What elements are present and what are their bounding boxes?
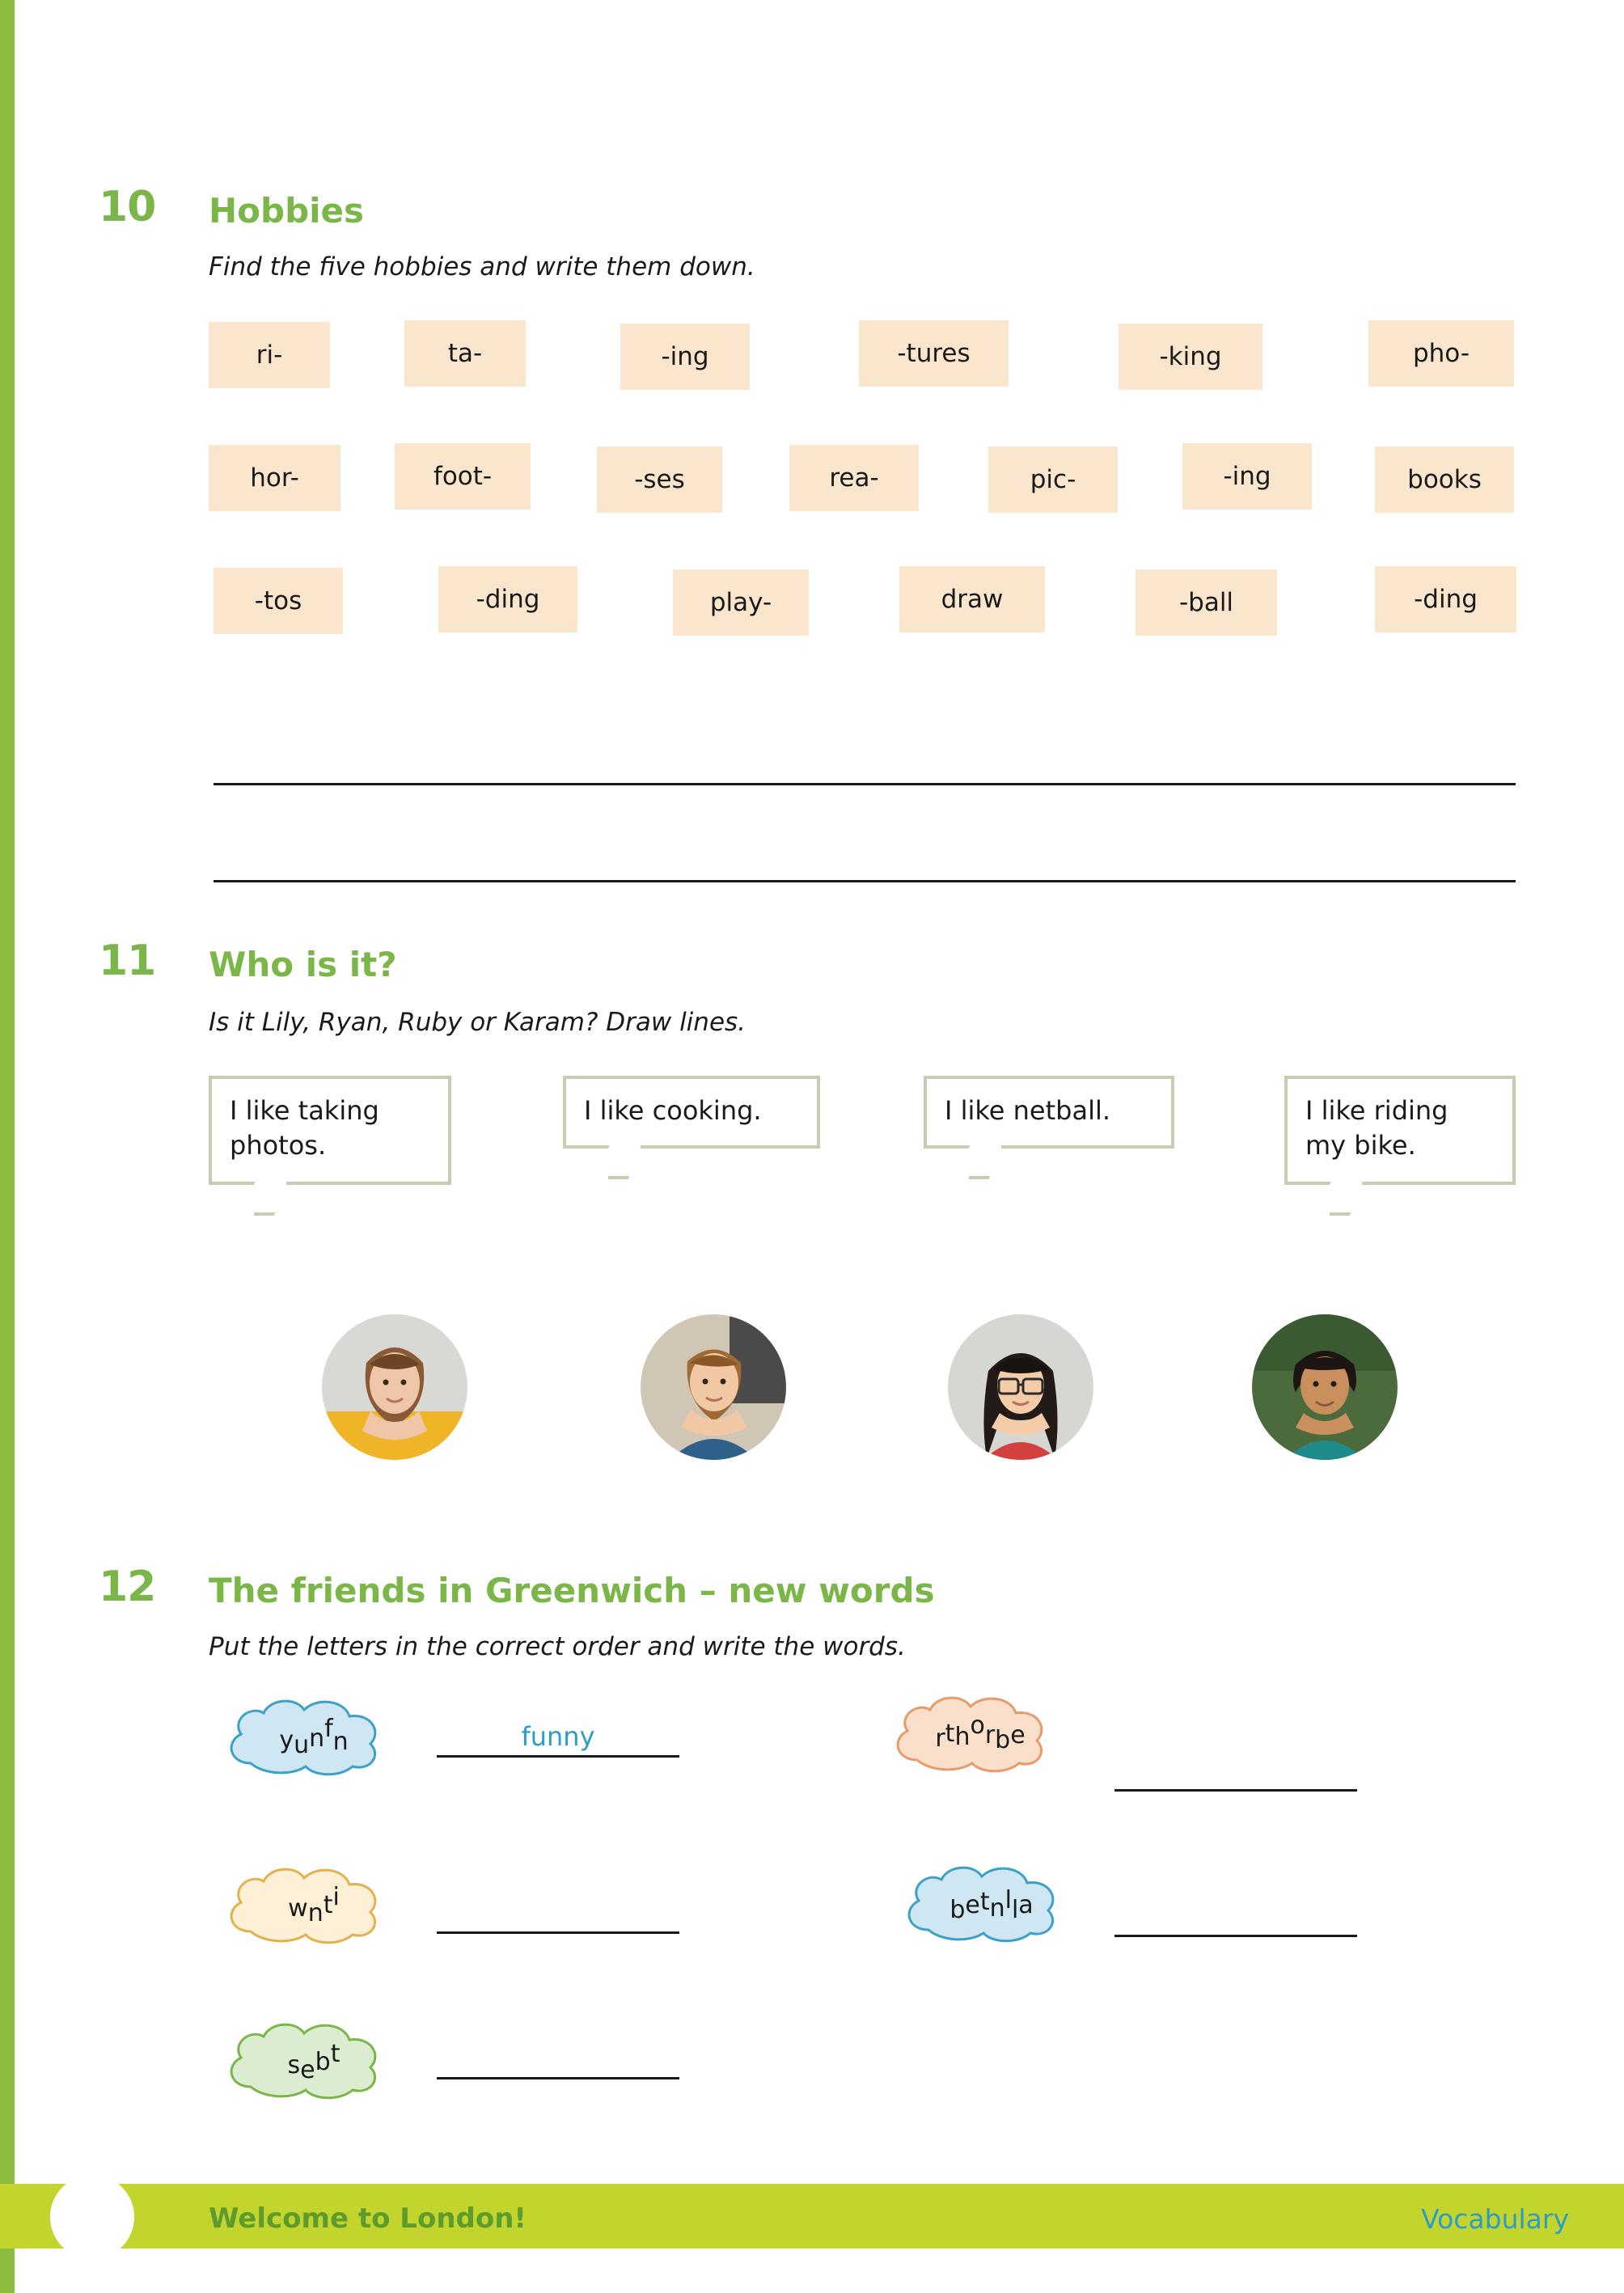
answer-writing-line[interactable] xyxy=(214,783,1516,785)
answer-line[interactable] xyxy=(1114,1789,1357,1792)
exercise-instruction-11: Is it Lily, Ryan, Ruby or Karam? Draw lines. xyxy=(209,1008,746,1037)
word-card[interactable]: pho- xyxy=(1368,320,1514,387)
speech-bubble-tail xyxy=(608,1145,641,1179)
answer-writing-line[interactable] xyxy=(214,880,1516,882)
scramble-cloud xyxy=(217,2016,411,2105)
exercise-title-12: The friends in Greenwich – new words xyxy=(209,1571,935,1610)
word-card[interactable]: ri- xyxy=(209,322,330,388)
page-edge-stripe xyxy=(0,0,15,2293)
speech-bubble-text: I like taking photos. xyxy=(230,1095,379,1161)
scramble-letters: s e b t xyxy=(287,2039,340,2084)
word-card[interactable]: -ing xyxy=(1182,443,1312,510)
avatar-photo-ruby xyxy=(948,1314,1093,1460)
word-card[interactable]: books xyxy=(1375,446,1514,513)
speech-bubble-text: I like riding my bike. xyxy=(1305,1095,1448,1161)
footer-circle-decoration xyxy=(50,2175,134,2259)
scramble-cloud xyxy=(894,1859,1089,1948)
scramble-cloud xyxy=(883,1689,1077,1778)
exercise-number-12: 12 xyxy=(99,1563,156,1611)
exercise-number-10: 10 xyxy=(99,183,156,231)
exercise-number-11: 11 xyxy=(99,937,156,985)
answer-line[interactable] xyxy=(437,1755,679,1758)
answer-value[interactable]: funny xyxy=(521,1721,595,1752)
footer-section-label: Vocabulary xyxy=(1421,2203,1569,2235)
scramble-letters: w n t i xyxy=(288,1882,340,1927)
word-card[interactable]: draw xyxy=(899,566,1045,632)
scramble-cloud xyxy=(217,1860,411,1949)
word-card[interactable]: -king xyxy=(1119,324,1262,390)
footer-unit-title: Welcome to London! xyxy=(209,2202,527,2235)
exercise-title-11: Who is it? xyxy=(209,945,397,984)
scramble-cloud xyxy=(217,1692,411,1781)
avatar[interactable] xyxy=(322,1314,467,1460)
speech-bubble-tail xyxy=(1330,1182,1362,1216)
avatar-photo-karam xyxy=(1252,1314,1398,1460)
word-card[interactable]: -ball xyxy=(1136,569,1277,636)
speech-bubble-text: I like cooking. xyxy=(584,1095,762,1126)
speech-bubble xyxy=(924,1076,1174,1149)
word-card[interactable]: play- xyxy=(673,569,809,636)
word-card[interactable]: -ding xyxy=(1375,566,1516,632)
footer-ring-icon xyxy=(50,2175,134,2259)
word-card[interactable]: pic- xyxy=(988,446,1118,513)
speech-bubble-tail xyxy=(969,1145,1001,1179)
exercise-title-10: Hobbies xyxy=(209,191,365,231)
exercise-instruction-10: Find the five hobbies and write them down. xyxy=(209,252,755,281)
speech-bubble-tail xyxy=(254,1182,286,1216)
exercise-instruction-12: Put the letters in the correct order and write the words. xyxy=(209,1632,906,1661)
avatar-photo-lily xyxy=(322,1314,467,1460)
scramble-letters: y u n f n xyxy=(279,1714,349,1759)
scramble-letters: b e t n l l a xyxy=(949,1885,1034,1924)
word-card[interactable]: -tos xyxy=(214,568,343,634)
avatar[interactable] xyxy=(641,1314,786,1460)
word-card[interactable]: rea- xyxy=(789,445,919,511)
answer-line[interactable] xyxy=(1114,1935,1357,1937)
speech-bubble xyxy=(209,1076,451,1185)
word-card[interactable]: foot- xyxy=(395,443,531,510)
word-card[interactable]: ta- xyxy=(404,320,526,387)
speech-bubble-text: I like netball. xyxy=(945,1095,1111,1126)
word-card[interactable]: -ing xyxy=(620,324,750,390)
avatar[interactable] xyxy=(948,1314,1093,1460)
word-card[interactable]: hor- xyxy=(209,445,340,511)
scramble-letters: r t h o r b e xyxy=(935,1711,1026,1754)
speech-bubble xyxy=(1284,1076,1516,1185)
word-card[interactable]: -ses xyxy=(597,446,722,513)
speech-bubble xyxy=(563,1076,820,1149)
word-card[interactable]: -ding xyxy=(438,566,577,632)
avatar-photo-ryan xyxy=(641,1314,786,1460)
answer-line[interactable] xyxy=(437,2077,679,2079)
avatar[interactable] xyxy=(1252,1314,1398,1460)
answer-line[interactable] xyxy=(437,1931,679,1934)
word-card[interactable]: -tures xyxy=(859,320,1009,387)
